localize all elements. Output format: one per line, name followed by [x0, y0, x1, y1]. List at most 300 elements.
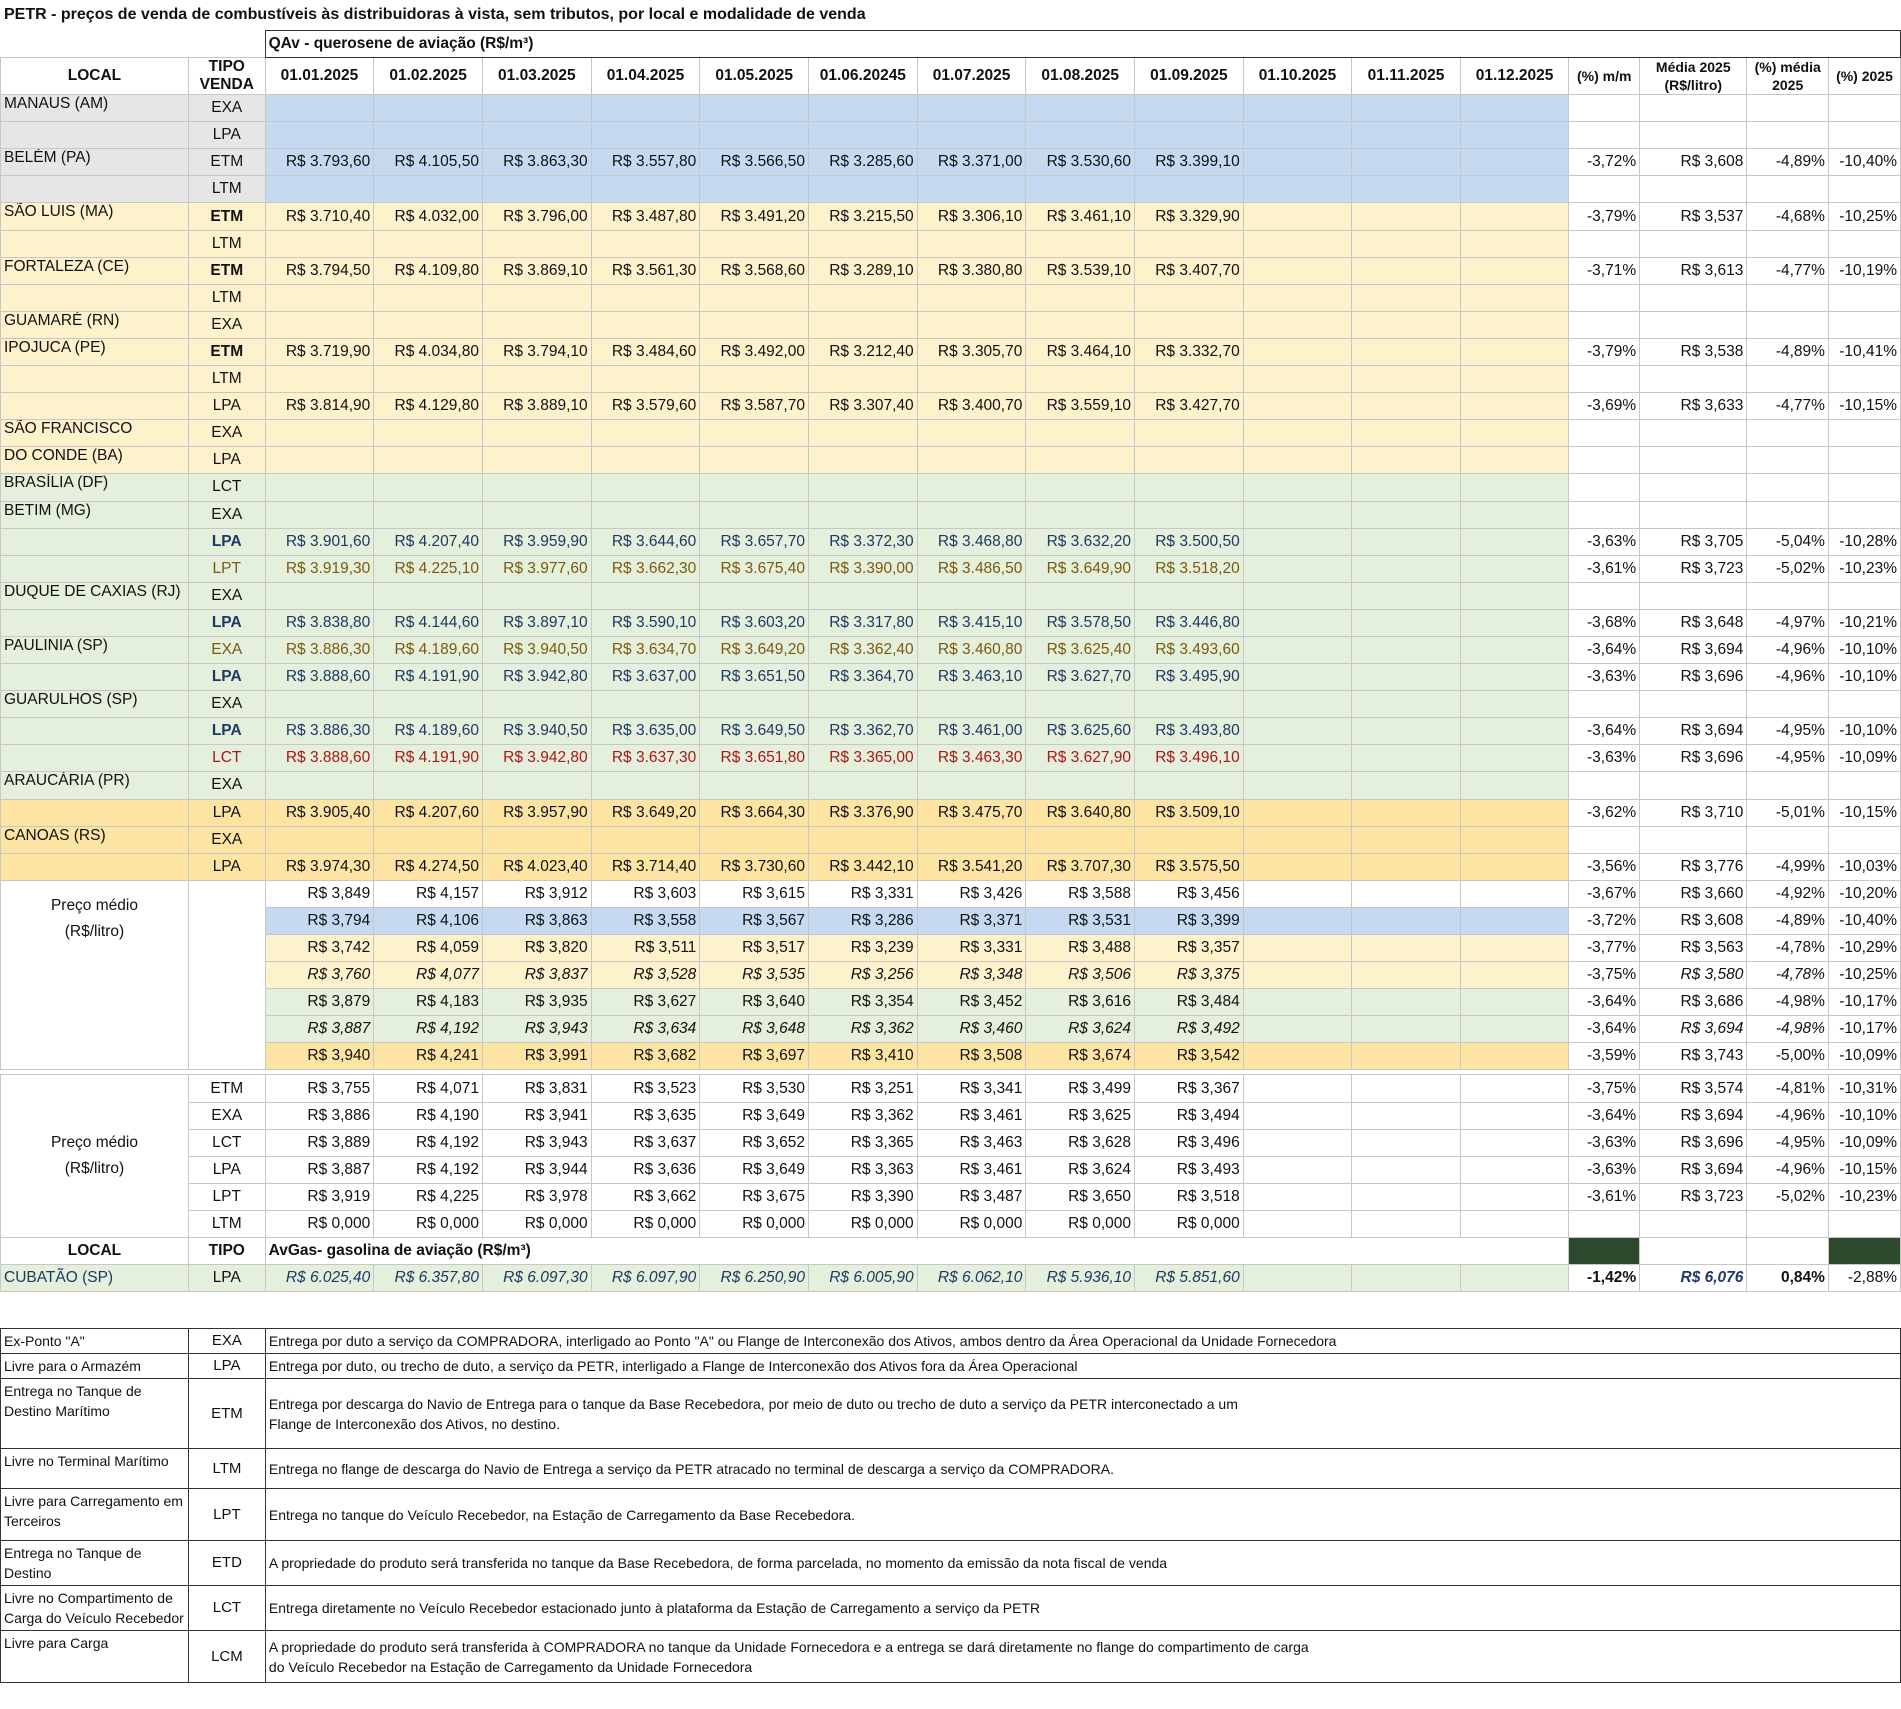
- stat-avg-cell: [1640, 122, 1747, 149]
- definition-line: A propriedade do produto será transferida no tanque da Base Recebedora, de forma parcelada, no momento da emissão da nota fiscal de venda: [268, 1555, 1168, 1571]
- avg-region-price-cell: R$ 3,820: [482, 935, 591, 962]
- stat-mm-cell: -3,75%: [1569, 1075, 1640, 1102]
- avg-type-price-cell: R$ 3,341: [917, 1075, 1026, 1102]
- price-cell: R$ 3.468,80: [917, 528, 1026, 555]
- avg-region-price-cell: R$ 3,362: [808, 1016, 917, 1043]
- location-cell: PAULINIA (SP): [1, 636, 189, 663]
- stat-avg-pct-cell: -4,96%: [1747, 1102, 1829, 1129]
- col-header-date: 01.10.2025: [1243, 58, 1352, 95]
- price-cell: R$ 3.427,70: [1135, 393, 1244, 420]
- price-cell: [265, 582, 374, 609]
- price-cell: [482, 95, 591, 122]
- price-cell: [1460, 799, 1569, 826]
- avg-region-price-cell: R$ 3,567: [700, 907, 809, 934]
- price-cell: R$ 3.662,30: [591, 555, 700, 582]
- avg-region-price-cell: R$ 4,192: [374, 1016, 483, 1043]
- stat-mm-cell: -3,71%: [1569, 257, 1640, 284]
- location-cell: DO CONDE (BA): [1, 447, 189, 474]
- sale-type-cell: LCT: [188, 745, 265, 772]
- stat-mm-cell: [1569, 95, 1640, 122]
- avg-region-price-cell: R$ 3,460: [917, 1016, 1026, 1043]
- price-cell: [591, 447, 700, 474]
- price-cell: [1243, 284, 1352, 311]
- qav-row: [1, 393, 1901, 420]
- price-cell: [1460, 826, 1569, 853]
- price-cell: [1135, 447, 1244, 474]
- price-cell: R$ 3.838,80: [265, 609, 374, 636]
- avg-type-price-cell: R$ 3,523: [591, 1075, 700, 1102]
- price-cell: R$ 3.974,30: [265, 853, 374, 880]
- stat-pct-cell: -2,88%: [1828, 1265, 1900, 1292]
- stat-avg-cell: R$ 3,694: [1640, 636, 1747, 663]
- stat-mm-cell: -3,64%: [1569, 718, 1640, 745]
- price-cell: [1352, 582, 1461, 609]
- definition-row: [1, 1586, 1901, 1631]
- price-cell: [917, 474, 1026, 501]
- price-cell: [265, 474, 374, 501]
- qav-row: [1, 582, 1901, 609]
- avg-type-label: [1, 1075, 189, 1238]
- avg-type-price-cell: R$ 0,000: [808, 1210, 917, 1237]
- stat-pct-cell: [1828, 582, 1900, 609]
- price-cell: [265, 230, 374, 257]
- stat-mm-cell: -3,69%: [1569, 393, 1640, 420]
- price-cell: [482, 366, 591, 393]
- avg-region-price-cell: R$ 3,426: [917, 880, 1026, 907]
- qav-row: [1, 338, 1901, 365]
- price-cell: [1026, 95, 1135, 122]
- definition-code: LPA: [188, 1354, 265, 1379]
- sale-type-cell: LTM: [188, 230, 265, 257]
- avg-region-price-cell: R$ 3,616: [1026, 989, 1135, 1016]
- sale-type-cell: LPA: [188, 1156, 265, 1183]
- qav-row: [1, 230, 1901, 257]
- price-cell: R$ 3.675,40: [700, 555, 809, 582]
- avg-region-price-cell: R$ 3,879: [265, 989, 374, 1016]
- stat-mm-cell: [1569, 284, 1640, 311]
- avg-type-price-cell: R$ 3,941: [482, 1102, 591, 1129]
- price-cell: [1135, 691, 1244, 718]
- price-cell: [1243, 257, 1352, 284]
- price-cell: R$ 4.189,60: [374, 718, 483, 745]
- definition-name: Livre no Compartimento de Carga do Veículo Recebedor: [1, 1586, 189, 1631]
- price-cell: [808, 474, 917, 501]
- stat-pct-cell: -10,20%: [1828, 880, 1900, 907]
- avg-region-price-cell: R$ 4,059: [374, 935, 483, 962]
- avg-region-price-cell: R$ 3,742: [265, 935, 374, 962]
- stat-mm-cell: -3,63%: [1569, 528, 1640, 555]
- stat-mm-cell: -3,77%: [1569, 935, 1640, 962]
- stat-mm-cell: -3,75%: [1569, 962, 1640, 989]
- avg-region-price-cell: R$ 4,157: [374, 880, 483, 907]
- qav-row: [1, 745, 1901, 772]
- avg-region-row: [1, 935, 1901, 962]
- price-cell: [1243, 338, 1352, 365]
- stat-mm-cell: -3,68%: [1569, 609, 1640, 636]
- price-cell: [1026, 176, 1135, 203]
- definition-line: Entrega diretamente no Veículo Recebedor estacionado junto à plataforma da Estação de Carregamento a serviço da PETR: [268, 1600, 1041, 1616]
- price-cell: [482, 420, 591, 447]
- avg-region-price-cell: [1460, 935, 1569, 962]
- stat-mm-cell: [1569, 311, 1640, 338]
- price-cell: [1243, 501, 1352, 528]
- location-cell: [1, 393, 189, 420]
- avg-region-price-cell: R$ 3,863: [482, 907, 591, 934]
- avg-region-price-cell: R$ 3,256: [808, 962, 917, 989]
- avg-type-price-cell: R$ 3,886: [265, 1102, 374, 1129]
- price-cell: R$ 3.649,50: [700, 718, 809, 745]
- sale-type-cell: LPA: [188, 122, 265, 149]
- price-cell: R$ 4.105,50: [374, 149, 483, 176]
- definition-name: Entrega no Tanque de Destino: [1, 1541, 189, 1586]
- avg-type-price-cell: [1243, 1075, 1352, 1102]
- price-cell: [265, 95, 374, 122]
- stat-pct-cell: [1828, 176, 1900, 203]
- avg-region-price-cell: [1352, 989, 1461, 1016]
- avg-type-price-cell: R$ 3,652: [700, 1129, 809, 1156]
- price-cell: R$ 3.493,60: [1135, 636, 1244, 663]
- avg-region-blank: [188, 880, 265, 1070]
- avg-region-price-cell: [1460, 880, 1569, 907]
- price-cell: [1135, 311, 1244, 338]
- stat-avg-pct-cell: [1747, 230, 1829, 257]
- stat-avg-pct-cell: -4,89%: [1747, 338, 1829, 365]
- stat-mm-cell: -3,62%: [1569, 799, 1640, 826]
- price-cell: R$ 3.541,20: [917, 853, 1026, 880]
- stat-mm-cell: -3,72%: [1569, 149, 1640, 176]
- price-cell: R$ 3.710,40: [265, 203, 374, 230]
- price-cell: R$ 4.023,40: [482, 853, 591, 880]
- price-cell: R$ 4.144,60: [374, 609, 483, 636]
- sale-type-cell: LPA: [188, 853, 265, 880]
- price-cell: R$ 3.649,20: [591, 799, 700, 826]
- price-cell: [1135, 772, 1244, 799]
- price-cell: [482, 582, 591, 609]
- stat-avg-pct-cell: [1747, 474, 1829, 501]
- stat-avg-cell: [1640, 582, 1747, 609]
- sale-type-cell: LPT: [188, 1183, 265, 1210]
- price-cell: [808, 691, 917, 718]
- price-cell: [374, 826, 483, 853]
- price-cell: [374, 420, 483, 447]
- col-header-date: 01.09.2025: [1135, 58, 1244, 95]
- price-cell: R$ 3.446,80: [1135, 609, 1244, 636]
- price-cell: [1460, 772, 1569, 799]
- stat-avg-pct-cell: [1747, 420, 1829, 447]
- price-cell: [1460, 664, 1569, 691]
- price-cell: [808, 447, 917, 474]
- price-cell: [591, 501, 700, 528]
- location-cell: [1, 745, 189, 772]
- price-cell: [1460, 636, 1569, 663]
- stat-avg-pct-cell: -4,99%: [1747, 853, 1829, 880]
- stat-avg-cell: [1640, 447, 1747, 474]
- stat-avg-pct-cell: [1747, 501, 1829, 528]
- avgas-local-header: LOCAL: [1, 1238, 189, 1265]
- avg-region-price-cell: R$ 3,286: [808, 907, 917, 934]
- avg-type-price-cell: [1352, 1156, 1461, 1183]
- avg-type-price-cell: R$ 3,889: [265, 1129, 374, 1156]
- avg-type-price-cell: R$ 3,628: [1026, 1129, 1135, 1156]
- location-cell: [1, 609, 189, 636]
- stat-avg-pct-cell: [1747, 95, 1829, 122]
- avg-type-price-cell: R$ 4,192: [374, 1129, 483, 1156]
- stat-mm-cell: [1569, 772, 1640, 799]
- avg-type-price-cell: R$ 3,362: [808, 1102, 917, 1129]
- avg-region-price-cell: [1243, 907, 1352, 934]
- avgas-header-blank: [1747, 1238, 1829, 1265]
- definition-name: Livre para o Armazém: [1, 1354, 189, 1379]
- price-cell: [482, 447, 591, 474]
- price-cell: [1352, 799, 1461, 826]
- price-cell: [917, 447, 1026, 474]
- avg-region-price-cell: [1352, 1043, 1461, 1070]
- price-cell: [917, 230, 1026, 257]
- product-title: QAv - querosene de aviação (R$/m³): [265, 31, 1900, 58]
- price-cell: [265, 311, 374, 338]
- price-cell: [1243, 474, 1352, 501]
- sale-type-cell: LPA: [188, 718, 265, 745]
- avg-region-price-cell: R$ 3,357: [1135, 935, 1244, 962]
- price-cell: R$ 4.191,90: [374, 664, 483, 691]
- price-cell: R$ 3.400,70: [917, 393, 1026, 420]
- stat-avg-cell: R$ 3,580: [1640, 962, 1747, 989]
- definition-line: Entrega no tanque do Veículo Recebedor, na Estação de Carregamento da Base Recebedora.: [268, 1506, 855, 1523]
- stat-pct-cell: -10,25%: [1828, 962, 1900, 989]
- price-cell: [1243, 772, 1352, 799]
- col-header-date: 01.04.2025: [591, 58, 700, 95]
- stat-avg-cell: [1640, 230, 1747, 257]
- col-header-tipo: TIPO VENDA: [188, 58, 265, 95]
- definition-description: [265, 1631, 1900, 1683]
- qav-price-table: [0, 30, 1901, 1292]
- page-title: PETR - preços de venda de combustíveis às distribuidoras à vista, sem tributos, por local e modalidade de venda: [4, 6, 866, 23]
- stat-avg-cell: R$ 3,694: [1640, 1016, 1747, 1043]
- price-cell: R$ 3.442,10: [808, 853, 917, 880]
- price-cell: [700, 772, 809, 799]
- price-cell: [1352, 501, 1461, 528]
- price-cell: [917, 691, 1026, 718]
- price-cell: [591, 95, 700, 122]
- price-cell: [1352, 691, 1461, 718]
- stat-avg-cell: R$ 3,563: [1640, 935, 1747, 962]
- price-cell: [591, 582, 700, 609]
- col-header-date: 01.07.2025: [917, 58, 1026, 95]
- definition-code: LTM: [188, 1449, 265, 1489]
- stat-avg-cell: R$ 3,538: [1640, 338, 1747, 365]
- avg-region-row: [1, 907, 1901, 934]
- avg-region-price-cell: R$ 3,603: [591, 880, 700, 907]
- qav-row: [1, 284, 1901, 311]
- price-cell: [1352, 338, 1461, 365]
- stat-mm-cell: [1569, 501, 1640, 528]
- price-cell: R$ 3.509,10: [1135, 799, 1244, 826]
- price-cell: [1460, 203, 1569, 230]
- stat-mm-cell: -3,63%: [1569, 1156, 1640, 1183]
- price-cell: R$ 3.461,00: [917, 718, 1026, 745]
- stat-avg-cell: R$ 3,686: [1640, 989, 1747, 1016]
- stat-avg-pct-cell: -4,96%: [1747, 1156, 1829, 1183]
- price-cell: [1352, 474, 1461, 501]
- price-cell: R$ 3.651,80: [700, 745, 809, 772]
- stat-pct-cell: [1828, 501, 1900, 528]
- price-cell: [917, 311, 1026, 338]
- price-cell: R$ 3.730,60: [700, 853, 809, 880]
- price-cell: [1026, 311, 1135, 338]
- price-cell: [1352, 95, 1461, 122]
- price-cell: [1243, 366, 1352, 393]
- location-cell: MANAUS (AM): [1, 95, 189, 122]
- price-cell: R$ 3.289,10: [808, 257, 917, 284]
- price-cell: R$ 3.362,40: [808, 636, 917, 663]
- qav-row: [1, 718, 1901, 745]
- price-cell: [1460, 555, 1569, 582]
- price-cell: [374, 284, 483, 311]
- stat-avg-pct-cell: -4,98%: [1747, 1016, 1829, 1043]
- price-cell: R$ 3.940,50: [482, 636, 591, 663]
- location-cell: FORTALEZA (CE): [1, 257, 189, 284]
- price-cell: [482, 501, 591, 528]
- avg-region-price-cell: R$ 3,912: [482, 880, 591, 907]
- stat-avg-pct-cell: -4,78%: [1747, 935, 1829, 962]
- price-cell: R$ 3.365,00: [808, 745, 917, 772]
- definition-row: [1, 1354, 1901, 1379]
- stat-mm-cell: [1569, 122, 1640, 149]
- price-cell: [808, 420, 917, 447]
- stat-avg-cell: R$ 3,613: [1640, 257, 1747, 284]
- stat-mm-cell: -3,64%: [1569, 1016, 1640, 1043]
- avgas-header-blank: [1569, 1238, 1640, 1265]
- avg-type-price-cell: R$ 3,831: [482, 1075, 591, 1102]
- price-cell: [265, 420, 374, 447]
- avg-type-row: [1, 1210, 1901, 1237]
- stat-avg-cell: R$ 3,710: [1640, 799, 1747, 826]
- avg-type-price-cell: R$ 3,251: [808, 1075, 917, 1102]
- avg-region-price-cell: R$ 3,837: [482, 962, 591, 989]
- price-cell: [808, 772, 917, 799]
- avg-type-price-cell: R$ 3,487: [917, 1183, 1026, 1210]
- price-cell: R$ 3.307,40: [808, 393, 917, 420]
- location-cell: ARAUCÁRIA (PR): [1, 772, 189, 799]
- avg-region-price-cell: R$ 3,760: [265, 962, 374, 989]
- stat-avg-pct-cell: [1747, 284, 1829, 311]
- price-cell: [1243, 691, 1352, 718]
- avgas-price-cell: R$ 6.357,80: [374, 1265, 483, 1292]
- price-cell: R$ 3.566,50: [700, 149, 809, 176]
- stat-mm-cell: -3,79%: [1569, 338, 1640, 365]
- location-cell: CUBATÃO (SP): [1, 1265, 189, 1292]
- price-cell: [917, 772, 1026, 799]
- price-cell: [374, 366, 483, 393]
- price-cell: [700, 122, 809, 149]
- stat-pct-cell: -10,31%: [1828, 1075, 1900, 1102]
- stat-pct-cell: [1828, 122, 1900, 149]
- price-cell: [374, 230, 483, 257]
- price-cell: R$ 4.189,60: [374, 636, 483, 663]
- stat-avg-pct-cell: -4,77%: [1747, 257, 1829, 284]
- definition-line: do Veículo Recebedor na Estação de Carregamento da Unidade Fornecedora: [268, 1658, 753, 1675]
- price-cell: [1460, 528, 1569, 555]
- stat-pct-cell: [1828, 474, 1900, 501]
- avg-region-price-cell: [1352, 962, 1461, 989]
- col-header-avg_pct: (%) média 2025: [1747, 58, 1829, 95]
- stat-avg-pct-cell: -5,02%: [1747, 1183, 1829, 1210]
- stat-mm-cell: [1569, 366, 1640, 393]
- avgas-price-cell: [1243, 1265, 1352, 1292]
- definition-row: [1, 1489, 1901, 1541]
- price-cell: [1243, 203, 1352, 230]
- avg-region-price-cell: [1460, 907, 1569, 934]
- definition-name: Entrega no Tanque de Destino Marítimo: [1, 1379, 189, 1449]
- avg-type-price-cell: [1243, 1156, 1352, 1183]
- price-cell: [1352, 393, 1461, 420]
- qav-row: [1, 501, 1901, 528]
- price-cell: R$ 3.332,70: [1135, 338, 1244, 365]
- stat-mm-cell: -3,63%: [1569, 664, 1640, 691]
- price-cell: [1243, 609, 1352, 636]
- price-cell: [1243, 149, 1352, 176]
- price-cell: R$ 3.888,60: [265, 664, 374, 691]
- stat-pct-cell: -10,17%: [1828, 1016, 1900, 1043]
- price-cell: [1352, 528, 1461, 555]
- avg-type-price-cell: [1460, 1156, 1569, 1183]
- price-cell: [1352, 230, 1461, 257]
- stat-avg-cell: R$ 3,696: [1640, 1129, 1747, 1156]
- price-cell: [1352, 609, 1461, 636]
- sale-type-cell: ETM: [188, 149, 265, 176]
- avg-region-price-cell: R$ 3,674: [1026, 1043, 1135, 1070]
- avg-region-price-cell: R$ 3,615: [700, 880, 809, 907]
- stat-pct-cell: [1828, 691, 1900, 718]
- price-cell: R$ 3.603,20: [700, 609, 809, 636]
- price-cell: R$ 4.129,80: [374, 393, 483, 420]
- price-cell: [1352, 826, 1461, 853]
- price-cell: R$ 3.959,90: [482, 528, 591, 555]
- price-cell: [1352, 772, 1461, 799]
- avgas-price-cell: R$ 6.250,90: [700, 1265, 809, 1292]
- definition-description: [265, 1329, 1900, 1354]
- avg-region-price-cell: R$ 3,943: [482, 1016, 591, 1043]
- sale-type-cell: ETM: [188, 203, 265, 230]
- avg-region-row: [1, 989, 1901, 1016]
- qav-row: [1, 420, 1901, 447]
- price-cell: R$ 3.901,60: [265, 528, 374, 555]
- avg-region-row: [1, 1016, 1901, 1043]
- stat-avg-pct-cell: [1747, 311, 1829, 338]
- avg-region-price-cell: R$ 4,077: [374, 962, 483, 989]
- price-cell: [1026, 230, 1135, 257]
- price-cell: R$ 3.484,60: [591, 338, 700, 365]
- avg-type-price-cell: R$ 3,625: [1026, 1102, 1135, 1129]
- avg-type-price-cell: R$ 4,225: [374, 1183, 483, 1210]
- price-cell: [1460, 501, 1569, 528]
- price-cell: [374, 311, 483, 338]
- stat-avg-cell: R$ 3,660: [1640, 880, 1747, 907]
- price-cell: R$ 3.415,10: [917, 609, 1026, 636]
- price-cell: [1460, 393, 1569, 420]
- sale-type-cell: LPA: [188, 799, 265, 826]
- price-cell: [700, 95, 809, 122]
- avg-type-price-cell: R$ 3,518: [1135, 1183, 1244, 1210]
- price-cell: [1352, 745, 1461, 772]
- price-cell: R$ 3.364,70: [808, 664, 917, 691]
- avg-region-price-cell: [1243, 1043, 1352, 1070]
- stat-avg-pct-cell: [1747, 826, 1829, 853]
- stat-avg-pct-cell: -4,89%: [1747, 907, 1829, 934]
- price-cell: [700, 474, 809, 501]
- price-cell: [700, 366, 809, 393]
- stat-avg-cell: R$ 3,608: [1640, 907, 1747, 934]
